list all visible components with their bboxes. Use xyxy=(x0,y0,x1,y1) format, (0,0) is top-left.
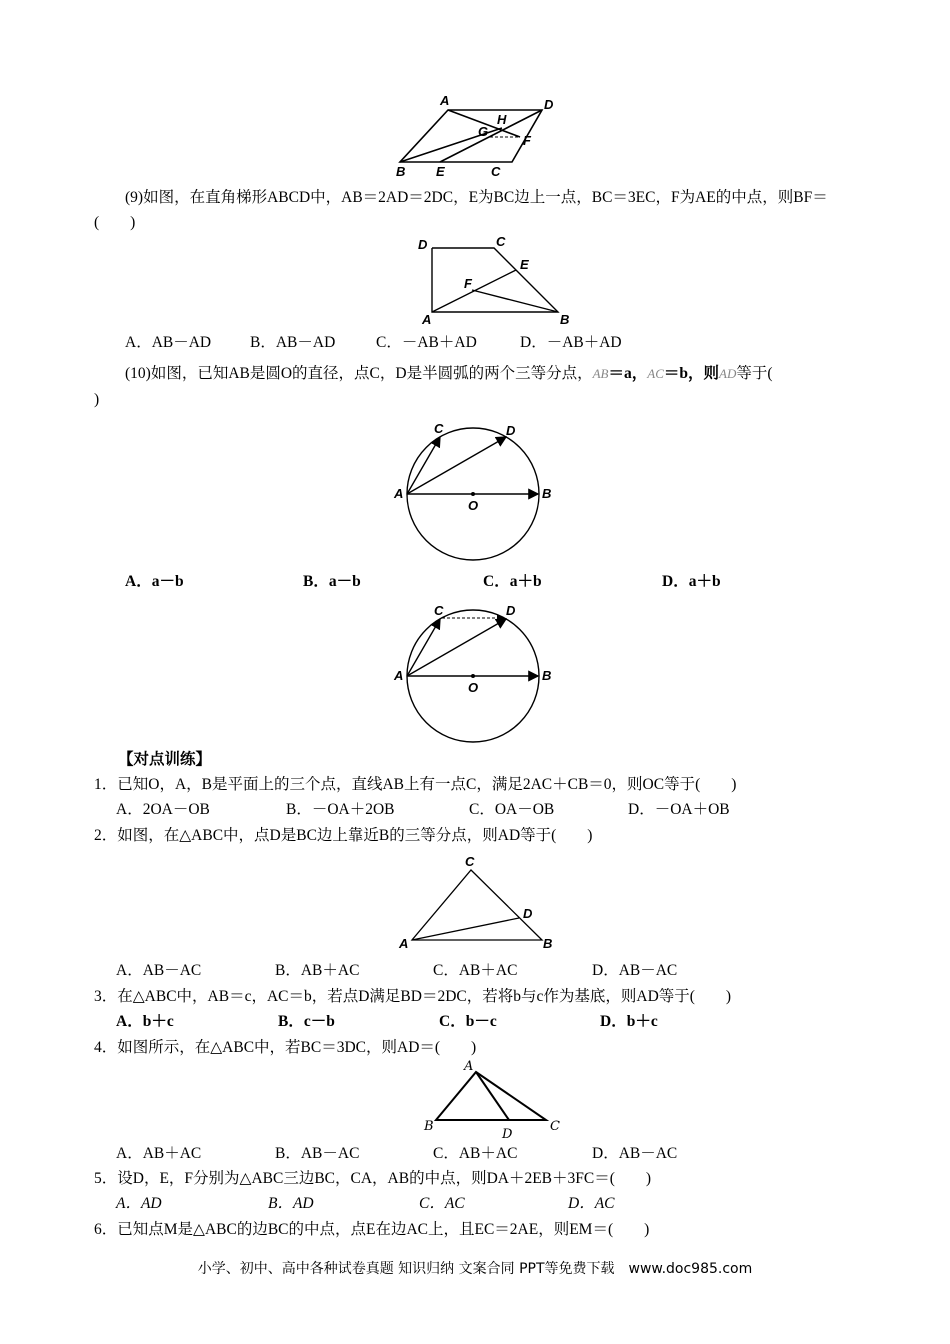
q10-vector-ab: AB xyxy=(592,366,609,381)
label-o: O xyxy=(468,680,479,695)
label-c: C xyxy=(550,1119,560,1134)
circle-figure-2 xyxy=(390,596,560,746)
p2-option-c[interactable]: C．AB＋AC xyxy=(433,962,518,979)
label-d: D xyxy=(544,97,554,112)
p2-option-b[interactable]: B．AB＋AC xyxy=(275,962,360,979)
vector-ac xyxy=(407,437,440,494)
p6-stem: 6．已知点M是△ABC的边BC的中点，点E在边AC上，且EC＝2AE，则EM＝( ) xyxy=(94,1221,650,1238)
q10-eq-b: ＝b，则 xyxy=(663,365,719,382)
p1-option-d[interactable]: D．－OA＋OB xyxy=(628,801,730,818)
label-a: A xyxy=(440,93,450,108)
p4-stem: 4．如图所示，在△ABC中，若BC＝3DC，则AD＝( ) xyxy=(94,1039,477,1056)
label-o: O xyxy=(468,498,479,513)
triangle-outline xyxy=(412,870,542,940)
p5-stem: 5．设D，E，F分别为△ABC三边BC，CA，AB的中点，则DA＋2EB＋3FC＝( ) xyxy=(94,1170,652,1187)
p2-stem: 2．如图，在△ABC中，点D是BC边上靠近B的三等分点，则AD等于( ) xyxy=(94,827,593,844)
q10-eq-a: ＝a， xyxy=(608,365,648,382)
p1-stem: 1．已知O，A，B是平面上的三个点，直线AB上有一点C，满足2AC＋CB＝0，则OC等于( ) xyxy=(94,776,737,793)
label-d: D xyxy=(506,423,516,438)
p5-option-c[interactable]: C．AC xyxy=(419,1195,465,1212)
p5-option-d[interactable]: D．AC xyxy=(568,1195,615,1212)
label-a: A xyxy=(464,1059,474,1074)
label-d: D xyxy=(506,603,516,618)
label-g: G xyxy=(478,124,489,139)
label-c: C xyxy=(434,603,444,618)
parallelogram-figure xyxy=(390,92,570,182)
q10-vector-ac: AC xyxy=(647,366,664,381)
p3-option-a[interactable]: A．b＋c xyxy=(116,1013,174,1030)
practice-heading: 【对点训练】 xyxy=(118,751,212,768)
triangle-outline xyxy=(436,1072,546,1120)
label-b: B xyxy=(424,1119,434,1134)
q10-vector-ad: AD xyxy=(719,366,737,381)
label-d: D xyxy=(418,237,428,252)
trapezoid-figure xyxy=(412,234,582,328)
q10-option-c[interactable]: C．a＋b xyxy=(483,573,542,590)
p4-option-a[interactable]: A．AB＋AC xyxy=(116,1145,202,1162)
p1-option-a[interactable]: A．2OA－OB xyxy=(116,801,210,818)
triangle-figure-2 xyxy=(395,852,565,952)
q9-stem: (9)如图，在直角梯形ABCD中，AB＝2AD＝2DC，E为BC边上一点，BC＝3EC，F为AE的中点，则BF＝ xyxy=(125,189,828,206)
label-b: B xyxy=(542,668,552,683)
q10-stem-text: (10)如图，已知AB是圆O的直径，点C，D是半圆弧的两个三等分点， xyxy=(125,365,593,382)
label-e: E xyxy=(520,257,529,272)
q10-stem xyxy=(125,364,773,384)
label-d: D xyxy=(523,906,533,921)
label-b: B xyxy=(560,312,570,327)
p5-option-b[interactable]: B．AD xyxy=(268,1195,314,1212)
p3-option-c[interactable]: C．b－c xyxy=(439,1013,497,1030)
q9-option-b[interactable]: B．AB－AD xyxy=(250,334,336,351)
q10-option-a[interactable]: A．a－b xyxy=(125,573,184,590)
q9-option-a[interactable]: A．AB－AD xyxy=(125,334,212,351)
p3-option-b[interactable]: B．c－b xyxy=(278,1013,335,1030)
segment-a-d xyxy=(476,1072,509,1120)
vector-ad xyxy=(407,619,506,676)
p1-option-c[interactable]: C．OA－OB xyxy=(469,801,555,818)
p3-option-d[interactable]: D．b＋c xyxy=(600,1013,658,1030)
label-f: F xyxy=(523,133,531,148)
label-c: C xyxy=(491,164,501,179)
p1-option-b[interactable]: B．－OA＋2OB xyxy=(286,801,395,818)
label-f: F xyxy=(464,276,472,291)
q10-option-b[interactable]: B．a－b xyxy=(303,573,361,590)
q9-option-d[interactable]: D．－AB＋AD xyxy=(520,334,622,351)
q10-stem-paren: ) xyxy=(94,391,100,408)
q10-option-d[interactable]: D．a＋b xyxy=(662,573,721,590)
q9-option-c[interactable]: C．－AB＋AD xyxy=(376,334,477,351)
label-b: B xyxy=(543,936,553,951)
label-a: A xyxy=(394,486,404,501)
p2-option-d[interactable]: D．AB－AC xyxy=(592,962,678,979)
p4-option-b[interactable]: B．AB－AC xyxy=(275,1145,360,1162)
label-b: B xyxy=(542,486,552,501)
center-point xyxy=(471,492,475,496)
label-a: A xyxy=(422,312,432,327)
p2-option-a[interactable]: A．AB－AC xyxy=(116,962,202,979)
label-c: C xyxy=(434,421,444,436)
p5-option-a[interactable]: A．AD xyxy=(116,1195,162,1212)
p3-stem: 3．在△ABC中，AB＝c，AC＝b，若点D满足BD＝2DC，若将b与c作为基底，则AD等于( ) xyxy=(94,988,732,1005)
page-footer: 小学、初中、高中各种试卷真题 知识归纳 文案合同 PPT等免费下载 www.doc985.com xyxy=(197,1261,753,1277)
q9-stem-paren: ( ) xyxy=(94,214,136,231)
label-h: H xyxy=(497,112,507,127)
circle-figure-1 xyxy=(390,414,560,564)
label-d: D xyxy=(502,1127,513,1142)
vector-ac xyxy=(407,619,440,676)
center-point xyxy=(471,674,475,678)
label-c: C xyxy=(496,234,506,249)
label-b: B xyxy=(396,164,406,179)
vector-ad xyxy=(407,437,506,494)
p4-option-c[interactable]: C．AB＋AC xyxy=(433,1145,518,1162)
q10-tail: 等于( xyxy=(736,365,773,382)
label-c: C xyxy=(465,854,475,869)
segment-f-b xyxy=(472,290,558,312)
triangle-figure-4 xyxy=(418,1058,568,1142)
label-a: A xyxy=(399,936,409,951)
label-a: A xyxy=(394,668,404,683)
p4-option-d[interactable]: D．AB－AC xyxy=(592,1145,678,1162)
label-e: E xyxy=(436,164,445,179)
